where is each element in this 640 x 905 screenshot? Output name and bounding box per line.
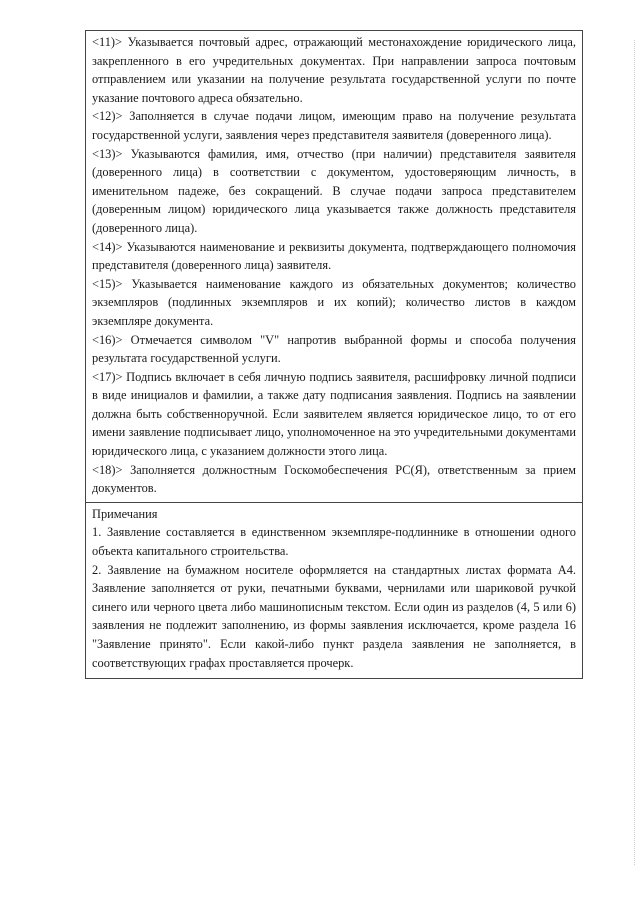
notes-title: Примечания xyxy=(92,506,158,521)
footnote-11: <11)> Указывается почтовый адрес, отражающий местонахождение юридического лица, закрепленного в его учредительных документах. При направлении запроса почтовым отправлением или указании на получение результата государственной услуги по почте указание почтового адреса обязательно. xyxy=(92,35,576,105)
footnote-16: <16)> Отмечается символом "V" напротив выбранной формы и способа получения результата государственной услуги. xyxy=(92,332,576,366)
footnotes-table xyxy=(85,30,583,679)
footnote-17: <17)> Подпись включает в себя личную подпись заявителя, расшифровку личной подписи в виде инициалов и фамилии, а также дату подписания заявления. Подпись на заявлении должна быть собственноручной. Если заявителем является юридическое лицо, то от его имени заявление подписывает лицо, уполномоченное на это учредительными документами юридического лица, с указанием должности этого лица. xyxy=(92,369,576,459)
footnotes-section xyxy=(86,31,582,503)
note-item-2: 2. Заявление на бумажном носителе оформляется на стандартных листах формата А4. Заявление заполняется от руки, печатными буквами, чернилами или шариковой ручкой синего или черного цвета либо машинописным текстом. Если один из разделов (4, 5 или 6) заявления не подлежит заполнению, из формы заявления исключается, кроме раздела 16 "Заявление принято". Если какой-либо пункт раздела заявления не заполняется, в соответствующих графах проставляется прочерк. xyxy=(92,562,576,670)
footnote-13: <13)> Указываются фамилия, имя, отчество (при наличии) представителя заявителя (доверенного лица) в соответствии с документом, удостоверяющим личность, в именительном падеже, без сокращений. В случае подачи запроса представителем (доверенным лицом) юридического лица указывается также должность представителя (доверенного лица). xyxy=(92,146,576,235)
notes-section xyxy=(86,503,582,678)
scan-edge-mark xyxy=(633,40,635,865)
footnote-15: <15)> Указывается наименование каждого из обязательных документов; количество экземпляров (подлинных экземпляров и их копий); количество листов в каждом экземпляре документа. xyxy=(92,276,576,328)
footnote-12: <12)> Заполняется в случае подачи лицом, имеющим право на получение результата государственной услуги, заявления через представителя заявителя (доверенного лица). xyxy=(92,109,576,142)
footnote-18: <18)> Заполняется должностным Госкомобеспечения РС(Я), ответственным за прием документов. xyxy=(92,462,576,496)
note-item-1: 1. Заявление составляется в единственном экземпляре-подлиннике в отношении одного объекта капитального строительства. xyxy=(92,525,576,559)
footnote-14: <14)> Указываются наименование и реквизиты документа, подтверждающего полномочия представителя (доверенного лица) заявителя. xyxy=(92,239,576,273)
